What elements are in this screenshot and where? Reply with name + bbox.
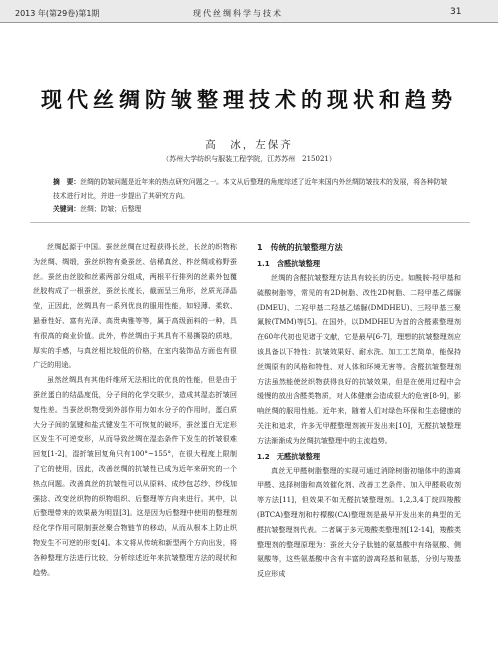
keywords-label: 关键词： [53, 205, 81, 213]
right-column [257, 240, 461, 582]
subsection-1-1-text: 丝绸的含醛抗皱整理方法具有较长的历史。如酰胺-羟甲基和硫酸树脂等，常见的有2D树脂、改性2D树脂、二羟甲基乙烯脲(DMEU)、二羟甲基二羟基乙烯脲(DMDHEU)、三羟甲基三聚氰胺(TMM)等[5]。在国外，以DMDHEU为首的含醛素整理剂在60年代初也见诸于文献，它是最早[6-7]，理想的抗皱整理剂应该具备以下特性：抗皱效果好、耐水洗、加工工艺简单，能保持丝绸原有的风格和特性、对人体和环境无害等。含醛抗皱整理剂方法虽然能使丝织物获得良好的抗皱效果，但是在使用过程中会缓慢的放出含醛类物质，对人体健康会造成很大的危害[8-9]，影响丝绸的服用性能。近年来，随着人们对绿色环保和生态健康的关注和追求，许多无甲醛整理剂被开发出来[10]，无醛抗皱整理方法渐渐成为丝绸抗皱整理中的主流趋势。 [257, 273, 461, 445]
abstract-text: 丝绸的防皱问题是近年来的热点研究问题之一。本文从后整理的角度综述了近年来国内外丝绸防皱技术的发展，将各种防皱技术进行对比，并进一步提出了其研究方向。 [53, 178, 448, 200]
intro-paragraph-2: 虽然丝绸具有其他纤维所无法相比的优良的性能，但是由于蚕丝蛋白的结晶度低，分子间的化学交联少，造成其湿态折皱回复性差。当蚕丝织物受到外部作用力如水分子的作用时，蛋白质大分子间的氢键和盐式键发生不可恢复的破坏，蚕丝蛋白无定形区发生不可逆变形，从而导致丝绸在湿态条件下发生的折皱很难回复[1-2]，湿折皱回复角只有100°~155°，在很大程度上限制了它的使用，因此，改善丝绸的抗皱性已成为近年来研究的一个热点问题。改善真丝的抗皱性可以从原料、成纱包芯纱、纱线加强捻、改变丝织物的织物组织、后整理等方向来进行。其中，以后整理带来的效果最为明显[3]。这是因为后整理中使用的整理剂经化学作用可限制蚕丝聚合物链节的移动，从而从根本上防止织物发生不可逆的形变[4]。本文将从传统和新型两个方向出发，将各种整理方法进行比较，分析综述近年来抗皱整理方法的现状和趋势。 [33, 375, 237, 577]
abstract [53, 175, 451, 203]
article-authors: 高 冰，左保齐 [205, 139, 293, 151]
author-affiliation: （苏州大学纺织与服装工程学院，江苏苏州 215021） [162, 155, 336, 163]
keywords [53, 203, 451, 213]
journal-issue-info: 2013 年(第29卷)第1期 [15, 9, 100, 18]
journal-name: 现代丝绸科学与技术 [193, 9, 283, 18]
header-divider [30, 222, 470, 223]
keywords-text: 丝绸；防皱；后整理 [80, 205, 142, 213]
abstract-label: 摘 要： [53, 178, 81, 186]
left-column [33, 240, 237, 580]
intro-paragraph-1: 丝绸起源于中国。蚕丝丝绸在过程获得长丝，长丝的织物称为丝绸、绸缎，蚕丝织物有桑蚕丝、倍稀真丝、柞丝绸或称野蚕丝。蚕丝由丝胶和丝素两部分组成，两根平行排列的丝素外包覆丝胶构成了一根蚕丝，蚕丝长度长，截面呈三角形，丝质光泽晶莹，正因此，丝绸具有一系列优良的服用性能，如轻薄、柔软、悬垂性好、富有光泽、高贵典雅等等，属于高级面料的一种，具有很高的商业价值。此外，柞丝绸由于其具有不易撕裂的质地，厚实的手感，与真丝相比较低的价格，在室内装饰品方面也有很广泛的用途。 [33, 242, 237, 370]
subsection-heading-1-1: 1.1 含醛抗皱整理 [257, 259, 321, 268]
article-title: 现代丝绸防皱整理技术的现状和趋势 [41, 88, 457, 112]
subsection-1-2-text: 真丝无甲醛树脂整理的实现可通过消除树脂初缩体中的游离甲醛、选择树脂和高效催化剂、改善工艺条件、加入甲醛吸收剂等方法[11]，但效果不如无醛抗皱整理剂。1,2,3,4丁烷四羧酸(BTCA)整理剂和柠檬酸(CA)整理剂是最早开发出来的典型的无醛抗皱整理剂代表。二者属于多元羧酸类整理剂[12-14]，羧酸类整理剂的整理原理为：蚕丝大分子肽链的氨基酸中有络氨酸、侧氨酸等，这些氨基酸中含有丰富的游离羟基和氨基，分别与羧基反应形成 [257, 465, 461, 579]
subsection-heading-1-2: 1.2 无醛抗皱整理 [257, 451, 321, 461]
page-number: 31 [450, 7, 462, 17]
section-heading-1: 1 传统的抗皱整理方法 [257, 243, 343, 252]
